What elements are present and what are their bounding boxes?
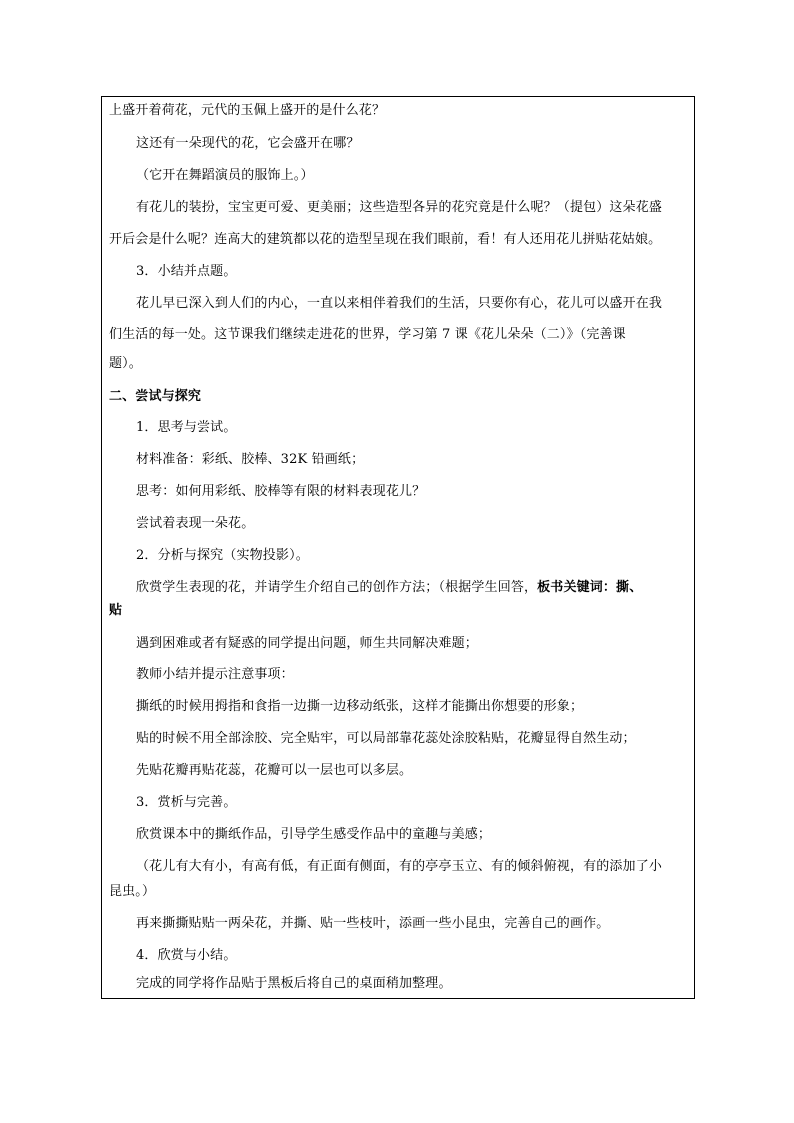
section-heading: 二、尝试与探究 — [109, 389, 202, 404]
text-line: 花儿早已深入到人们的内心，一直以来相伴着我们的生活，只要你有心，花儿可以盛开在我 — [136, 296, 663, 311]
text-line: 们生活的每一处。这节课我们继续走进花的世界，学习第 7 课《花儿朵朵（二）》（完善课 — [109, 327, 626, 342]
blackboard-keywords: 板书关键词：撕、 — [537, 580, 643, 595]
text-line: 欣赏学生表现的花，并请学生介绍自己的创作方法；（根据学生回答，板书关键词：撕、 — [136, 580, 643, 595]
text-line: 材料准备：彩纸、胶棒、32K 铅画纸； — [136, 452, 365, 467]
text-line: 开后会是什么呢？连高大的建筑都以花的造型呈现在我们眼前，看！有人还用花儿拼贴花姑娘。 — [109, 232, 662, 247]
text-line: 撕纸的时候用拇指和食指一边撕一边移动纸张，这样才能撕出你想要的形象； — [136, 699, 584, 714]
text-line: 再来撕撕贴贴一两朵花，并撕、贴一些枝叶，添画一些小昆虫，完善自己的画作。 — [136, 916, 610, 931]
text-line: 1．思考与尝试。 — [136, 420, 237, 435]
text-line: 上盛开着荷花，元代的玉佩上盛开的是什么花？ — [109, 103, 386, 118]
text-line: 3．小结并点题。 — [136, 264, 237, 279]
text-line: 这还有一朵现代的花，它会盛开在哪？ — [136, 136, 360, 151]
text-line: 题）。 — [109, 356, 142, 371]
text-line: 思考：如何用彩纸、胶棒等有限的材料表现花儿？ — [136, 484, 426, 499]
text-line: 尝试着表现一朵花。 — [136, 516, 255, 531]
text-line: 昆虫。） — [109, 884, 156, 899]
text-line: 先贴花瓣再贴花蕊，花瓣可以一层也可以多层。 — [136, 763, 413, 778]
text-line: 完成的同学将作品贴于黑板后将自己的桌面稍加整理。 — [136, 976, 452, 991]
blackboard-keywords: 贴 — [109, 603, 123, 618]
text-line: 贴的时候不用全部涂胶、完全贴牢，可以局部靠花蕊处涂胶粘贴，花瓣显得自然生动； — [136, 731, 636, 746]
text-line: 3．赏析与完善。 — [136, 795, 237, 810]
text-line: 欣赏课本中的撕纸作品，引导学生感受作品中的童趣与美感； — [136, 827, 492, 842]
text-line: 教师小结并提示注意事项： — [136, 667, 294, 682]
text-line: 有花儿的装扮，宝宝更可爱、更美丽；这些造型各异的花究竟是什么呢？（提包）这朵花盛 — [136, 200, 663, 215]
text-line: 遇到困难或者有疑惑的同学提出问题，师生共同解决难题； — [136, 636, 478, 651]
text-line: （花儿有大有小，有高有低，有正面有侧面，有的亭亭玉立、有的倾斜俯视，有的添加了小 — [136, 859, 663, 874]
text-line: 4．欣赏与小结。 — [136, 948, 237, 963]
text-line: 2．分析与探究（实物投影）。 — [136, 548, 309, 563]
text-line: （它开在舞蹈演员的服饰上。） — [136, 168, 314, 183]
